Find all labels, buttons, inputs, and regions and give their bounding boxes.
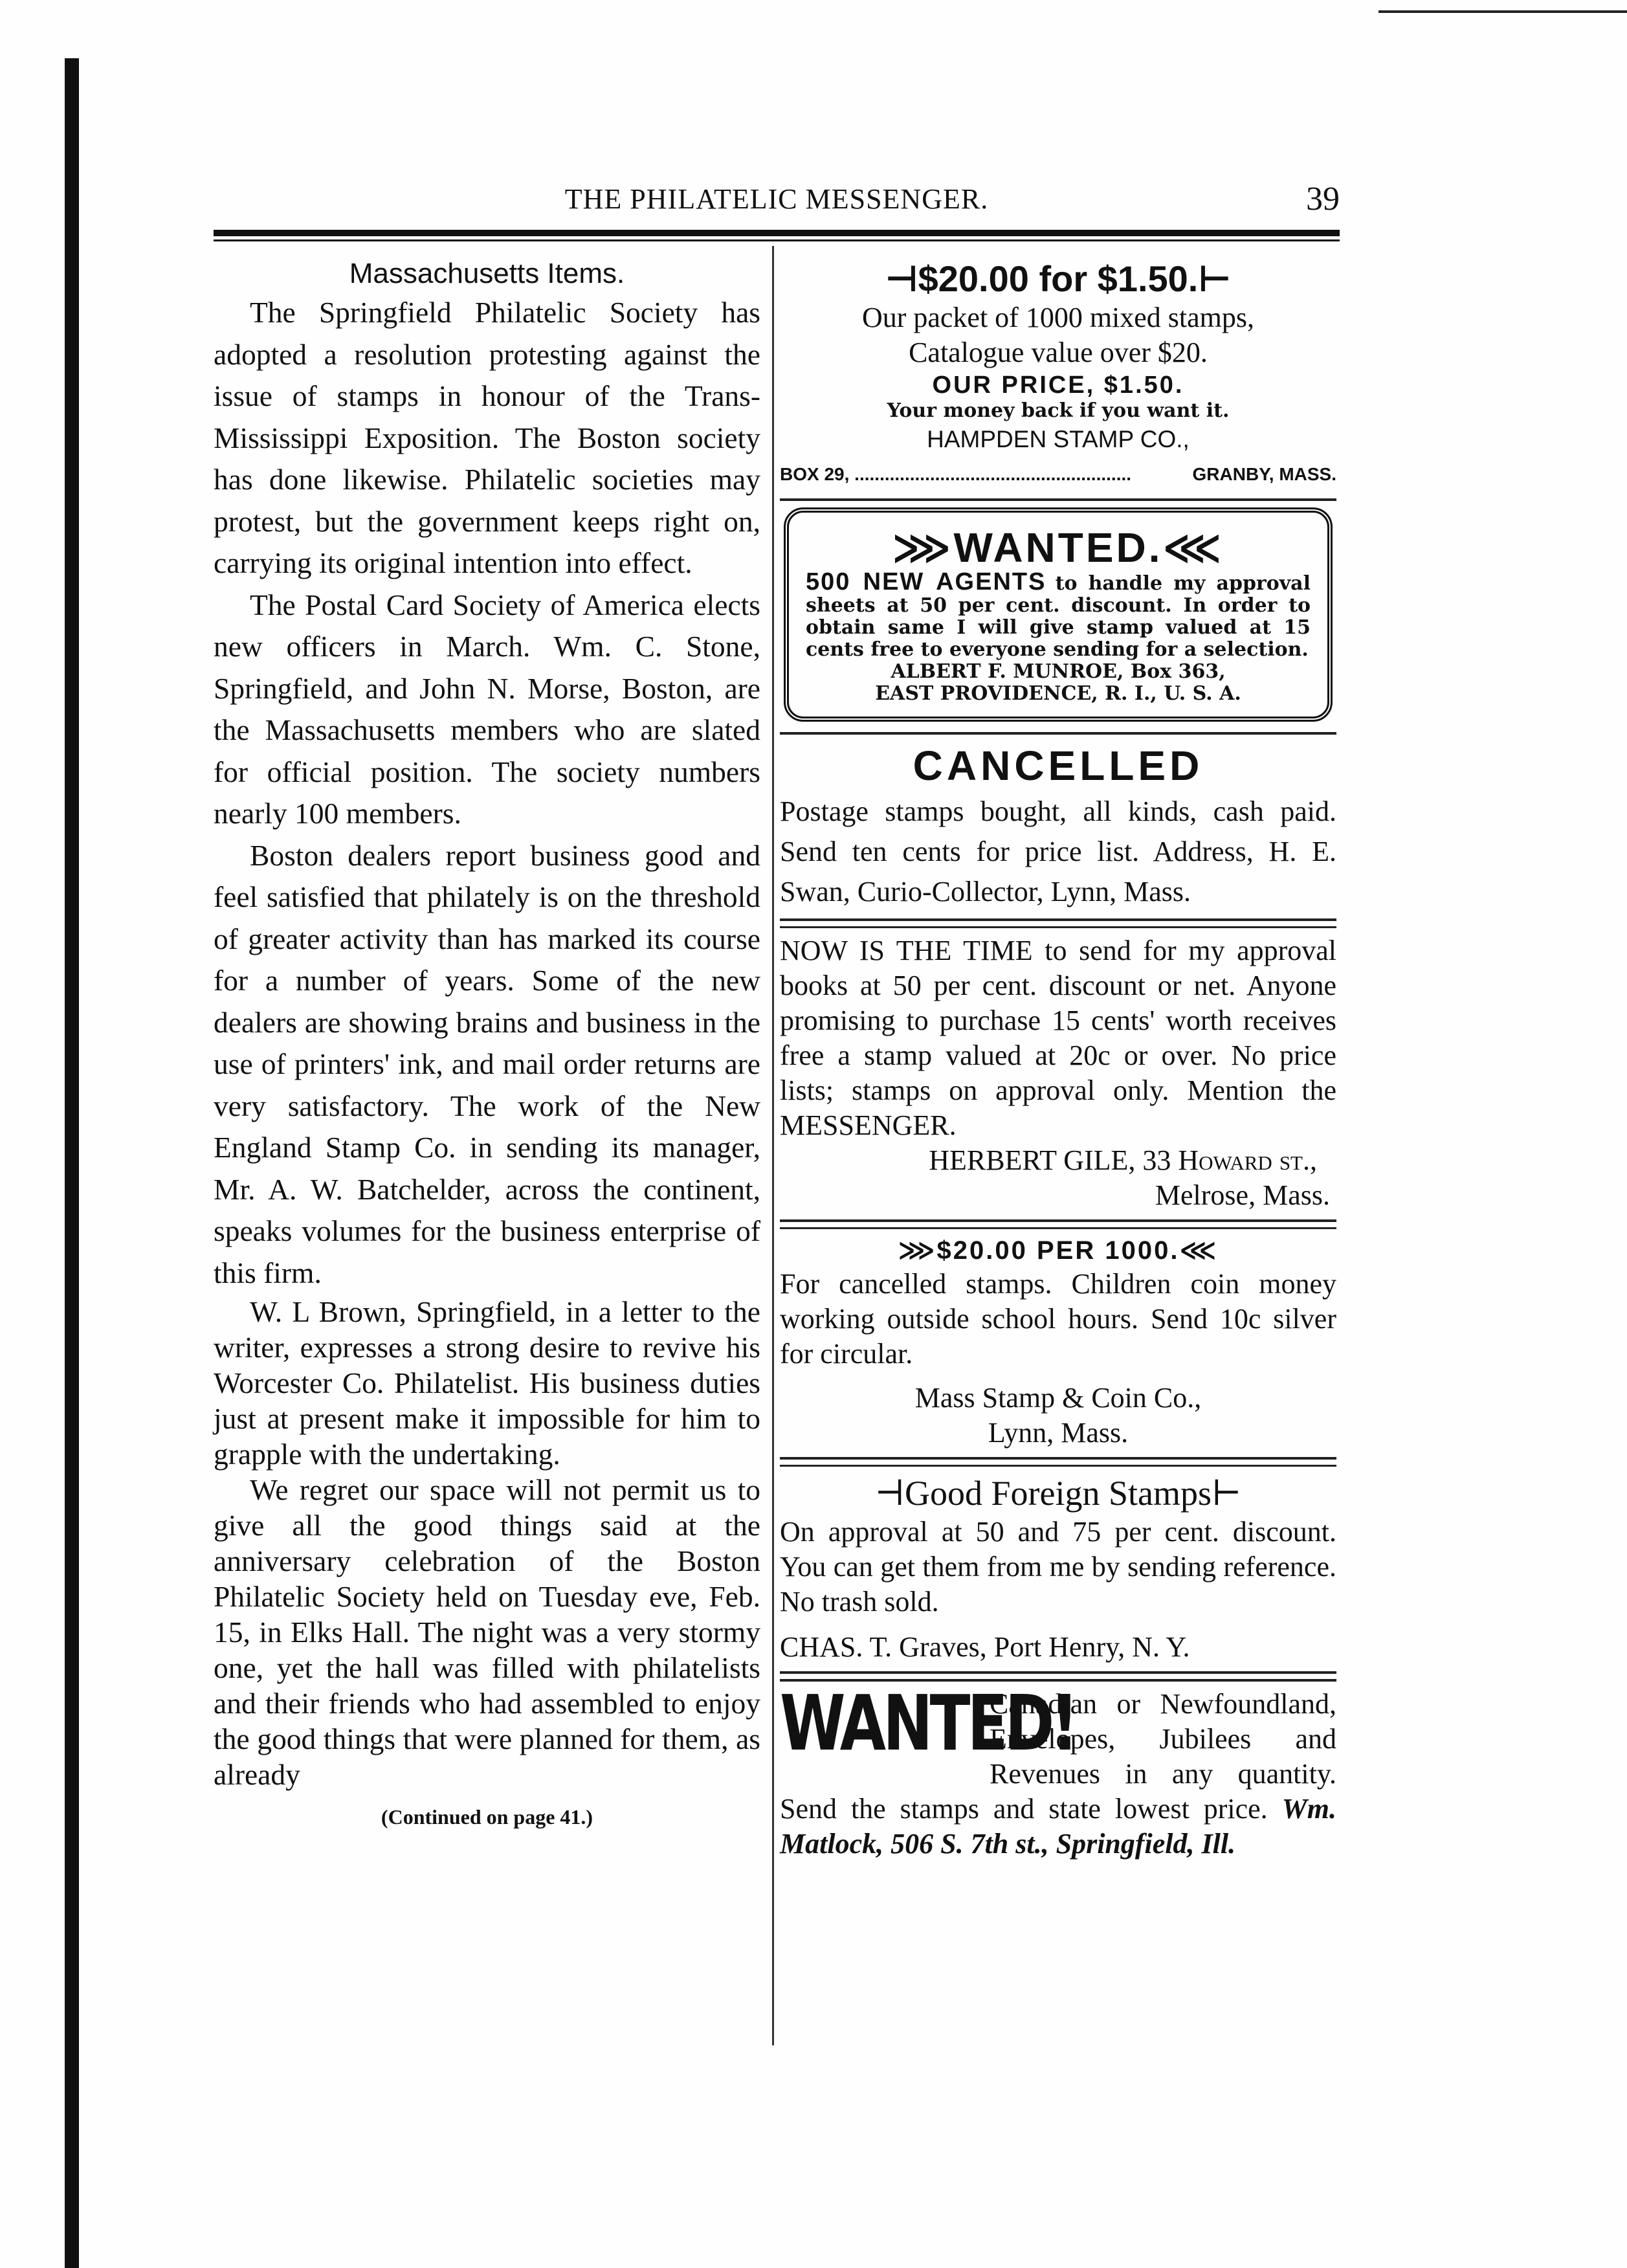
ad-matlock — [780, 1679, 1336, 1862]
ad-headline: ⋙$20.00 PER 1000.⋘ — [898, 1236, 1219, 1265]
journal-title: THE PHILATELIC MESSENGER. — [564, 183, 989, 215]
ad-body: to handle my approval sheets at 50 per cent. discount. In order to obtain same I will give stamp valued at 15 cents free to everyone sending for a selection. — [806, 572, 1311, 661]
scan-edge-line — [1378, 10, 1627, 13]
binding-edge — [65, 58, 79, 2268]
page-number: 39 — [1306, 181, 1340, 217]
ad-box: BOX 29, — [780, 464, 850, 484]
ad-mass-stamp — [780, 1227, 1336, 1460]
header-rule-thin — [214, 239, 1340, 241]
header-rule — [214, 230, 1340, 236]
article-heading: Massachusetts Items. — [349, 258, 625, 289]
running-header — [214, 183, 1340, 228]
leader-dots: ....................................................... — [849, 464, 1132, 484]
ad-headline: ⊣Good Foreign Stamps⊢ — [874, 1474, 1242, 1513]
ad-headline: ⋙WANTED.⋘ — [892, 524, 1224, 571]
ad-name: HERBERT GILE, 33 Howard st., — [929, 1144, 1317, 1176]
column-divider — [772, 246, 774, 2045]
ad-price: OUR PRICE, $1.50. — [932, 372, 1184, 399]
ad-swan — [780, 732, 1336, 921]
ad-text: Our packet of 1000 mixed stamps, — [861, 302, 1255, 333]
continued-note: (Continued on page 41.) — [381, 1805, 593, 1829]
ad-agents: 500 NEW AGENTS — [806, 568, 1046, 595]
ad-town: Lynn, Mass. — [988, 1417, 1129, 1449]
ad-signature: Wm. Matlock, 506 S. 7th st., Springfield, Ill. — [780, 1793, 1337, 1860]
ad-guarantee: Your money back if you want it. — [887, 399, 1230, 422]
ad-body: NOW IS THE TIME to send for my approval books at 50 per cent. discount or net. Anyone promising to purchase 15 cents' worth receives free a stamp valued at 20c or over. No price lists; stamps on approval only. Mention the MESSENGER. — [780, 935, 1336, 1141]
article-paragraph: Boston dealers report business good and feel satisfied that philately is on the threshold of greater activity than has marked its course for a number of years. Some of the new dealers are showing brains and business in the use of printers' ink, and mail order returns are very satisfactory. The work of the New England Stamp Co. in sending its manager, Mr. A. W. Batchelder, across the continent, speaks volumes for the business enterprise of this firm. — [214, 838, 760, 1289]
ad-text: Catalogue value over $20. — [909, 337, 1208, 368]
ad-gile — [780, 926, 1336, 1222]
ad-name: ALBERT F. MUNROE, Box 363, — [891, 660, 1226, 683]
ad-body: Postage stamps bought, all kinds, cash paid. Send ten cents for price list. Address, H. E. Swan, Curio-Collector, Lynn, Mass. — [780, 795, 1336, 907]
ad-address-line — [780, 457, 1336, 492]
ad-body: On approval at 50 and 75 per cent. discount. You can get them from me by sending reference. No trash sold. — [780, 1516, 1336, 1618]
ad-body: Canadian or Newfoundland, Envelopes, Jubilees and Revenues in any quantity. Send the stamps and state lowest price. Wm. Matlock, 506 S. 7th st., Springfield, Ill. — [780, 1688, 1337, 1860]
article-paragraph: We regret our space will not permit us to give all the good things said at the anniversary celebration of the Boston Philatelic Society held on Tuesday eve, Feb. 15, in Elks Hall. The night was a very stormy one, yet the hall was filled with philatelists and their friends who had assembled to enjoy the good things that were planned for them, as already — [214, 1473, 760, 1791]
ad-headline: ⊣$20.00 for $1.50.⊢ — [885, 258, 1232, 299]
ad-munroe — [784, 507, 1333, 722]
ad-address: EAST PROVIDENCE, R. I., U. S. A. — [875, 682, 1241, 705]
ad-company: HAMPDEN STAMP CO., — [927, 426, 1190, 452]
ad-signature: CHAS. T. Graves, Port Henry, N. Y. — [780, 1631, 1190, 1663]
right-column — [780, 252, 1336, 1862]
ad-wanted-display: WANTED! — [780, 1678, 1076, 1768]
ad-headline: CANCELLED — [913, 742, 1204, 789]
ad-body: For cancelled stamps. Children coin money working outside school hours. Send 10c silver for circular. — [780, 1268, 1336, 1370]
ad-town: GRANBY, MASS. — [1192, 464, 1336, 484]
article-paragraph: The Springfield Philatelic Society has adopted a resolution protesting against the issue of stamps in honour of the Trans-Mississippi Exposition. The Boston society has done likewise. Philatelic societies may protest, but the government keeps right on, carrying its original intention into effect. — [214, 296, 760, 579]
left-column — [214, 256, 760, 1838]
ad-text — [806, 568, 1311, 661]
ad-graves — [780, 1465, 1336, 1674]
ad-company: Mass Stamp & Coin Co., — [914, 1382, 1202, 1414]
ad-town: Melrose, Mass. — [1155, 1179, 1330, 1211]
ad-hampden — [780, 252, 1336, 501]
article-paragraph: The Postal Card Society of America elects new officers in March. Wm. C. Stone, Springfield, and John N. Morse, Boston, are the Massachusetts members who are slated for official position. The society numbers nearly 100 members. — [214, 588, 760, 830]
article-paragraph: W. L Brown, Springfield, in a letter to the writer, expresses a strong desire to revive his Worcester Co. Philatelist. His business duties just at present make it impossible for him to grapple with the undertaking. — [214, 1295, 760, 1471]
